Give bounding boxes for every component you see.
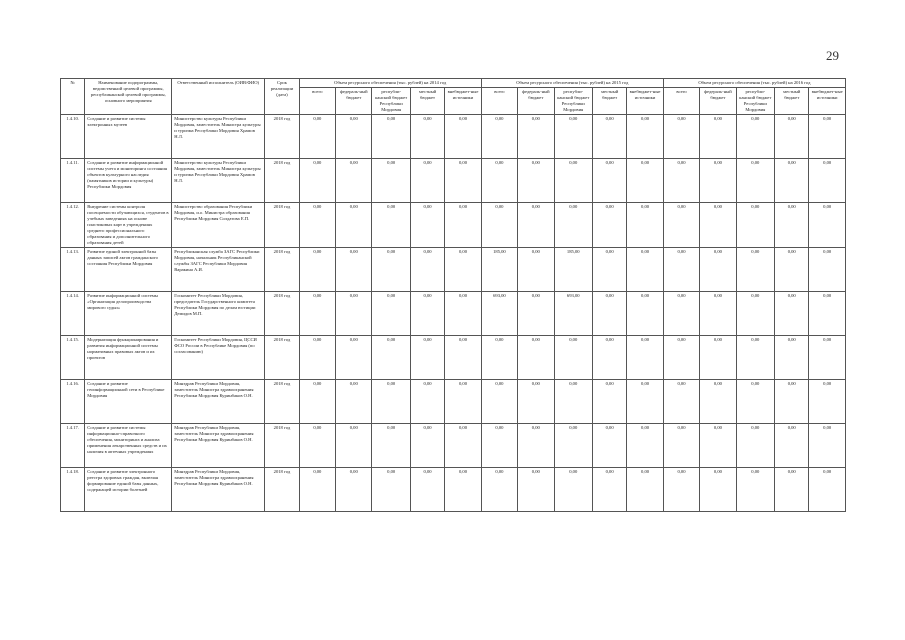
row-value: 0,00 (336, 335, 372, 379)
header-term: Срок реализации (дата) (265, 79, 299, 115)
row-value: 0,00 (700, 247, 736, 291)
row-value: 0,00 (299, 379, 335, 423)
row-name: Развитие информационной системы «Организация делопроизводства мирового судьи» (85, 291, 172, 335)
row-value: 0,00 (627, 247, 663, 291)
row-responsible: Министерство культуры Республики Мордовия, заместитель Министра культуры и туризма Республики Мордовия Храмов Н.Л. (172, 158, 265, 202)
row-value: 0,00 (481, 379, 517, 423)
row-value: 0,00 (518, 158, 554, 202)
row-value: 0,00 (700, 202, 736, 247)
row-value: 0,00 (518, 202, 554, 247)
row-value: 0,00 (336, 423, 372, 467)
row-value: 0,00 (336, 291, 372, 335)
row-value: 0,00 (627, 423, 663, 467)
table-row (61, 379, 846, 423)
row-value: 0,00 (663, 158, 699, 202)
row-number: 1.4.16. (61, 379, 85, 423)
row-value: 0,00 (700, 335, 736, 379)
row-number: 1.4.14. (61, 291, 85, 335)
row-value: 0,00 (554, 114, 592, 158)
row-value: 0,00 (299, 114, 335, 158)
row-value: 0,00 (481, 467, 517, 511)
row-value: 0,00 (372, 291, 410, 335)
row-name: Создание и развитие геоинформационной сети в Республике Мордовия (85, 379, 172, 423)
header-sub-republic: республи-канский бюджет Республики Мордовия (372, 87, 410, 114)
row-value: 185,00 (554, 247, 592, 291)
row-value: 0,00 (627, 114, 663, 158)
row-value: 0,00 (592, 158, 626, 202)
row-value: 0,00 (809, 467, 846, 511)
row-value: 0,00 (518, 467, 554, 511)
header-sub-total: всего (481, 87, 517, 114)
row-value: 0,00 (809, 423, 846, 467)
row-value: 0,00 (372, 114, 410, 158)
row-responsible: Министерство образования Республики Мордовия, и.о. Министра образования Республики Мордовия Солдатова Е.П. (172, 202, 265, 247)
row-value: 693,00 (554, 291, 592, 335)
table-row (61, 247, 846, 291)
row-value: 0,00 (700, 467, 736, 511)
row-value: 0,00 (663, 423, 699, 467)
header-sub-total: всего (299, 87, 335, 114)
row-value: 0,00 (809, 291, 846, 335)
row-value: 0,00 (372, 158, 410, 202)
row-value: 0,00 (663, 114, 699, 158)
row-responsible: Госкомитет Республики Мордовия, председатель Государственного комитета Республики Мордовия по делам юстиции Демидов М.П. (172, 291, 265, 335)
row-value: 0,00 (518, 379, 554, 423)
row-value: 0,00 (410, 202, 444, 247)
row-name: Внедрение системы контроля посещаемости обучающихся, студентов в учебных заведениях на основе пластиковых карт в учреждениях среднего профессионального образования и дополнительного образования детей (85, 202, 172, 247)
row-responsible: Республиканская служба ЗАГС Республики Мордовия, начальник Республиканской службы ЗАГС Республики Мордовия Варакина А.И. (172, 247, 265, 291)
row-value: 0,00 (736, 114, 774, 158)
row-value: 0,00 (736, 202, 774, 247)
row-value: 0,00 (775, 467, 809, 511)
row-value: 0,00 (592, 423, 626, 467)
row-value: 0,00 (410, 291, 444, 335)
row-term: 2018 год (265, 291, 299, 335)
row-value: 0,00 (445, 423, 481, 467)
row-number: 1.4.18. (61, 467, 85, 511)
row-term: 2018 год (265, 202, 299, 247)
row-term: 2018 год (265, 247, 299, 291)
row-name: Развитие единой электронной базы данных записей актов гражданского состояния Республики Мордовия (85, 247, 172, 291)
row-value: 0,00 (372, 423, 410, 467)
row-value: 0,00 (554, 335, 592, 379)
row-value: 0,00 (736, 158, 774, 202)
row-value: 0,00 (481, 158, 517, 202)
header-sub-federal: федераль-ный бюджет (518, 87, 554, 114)
row-number: 1.4.10. (61, 114, 85, 158)
row-value: 0,00 (445, 202, 481, 247)
row-value: 0,00 (410, 114, 444, 158)
row-value: 0,00 (736, 335, 774, 379)
row-term: 2018 год (265, 335, 299, 379)
row-value: 0,00 (736, 467, 774, 511)
row-responsible: Минздрав Республики Мордовия, заместитель Министра здравоохранения Республики Мордовия Куринбаков О.Н. (172, 467, 265, 511)
row-value: 0,00 (336, 114, 372, 158)
row-value: 0,00 (663, 291, 699, 335)
header-group-2014: Объем ресурсного обеспечения (тыс. рублей) на 2014 год (299, 79, 481, 88)
row-value: 0,00 (336, 158, 372, 202)
row-value: 0,00 (809, 335, 846, 379)
row-value: 0,00 (336, 379, 372, 423)
row-value: 0,00 (445, 247, 481, 291)
table-body (61, 114, 846, 511)
row-number: 1.4.11. (61, 158, 85, 202)
row-value: 0,00 (410, 379, 444, 423)
row-responsible: Минздрав Республики Мордовия, заместитель Министра здравоохранения Республики Мордовия Куринбаков О.Н. (172, 423, 265, 467)
row-value: 0,00 (372, 379, 410, 423)
row-value: 0,00 (372, 467, 410, 511)
row-value: 0,00 (736, 247, 774, 291)
row-value: 0,00 (592, 291, 626, 335)
row-term: 2018 год (265, 423, 299, 467)
row-value: 0,00 (592, 247, 626, 291)
row-value: 0,00 (336, 247, 372, 291)
row-value: 0,00 (299, 247, 335, 291)
row-value: 0,00 (299, 467, 335, 511)
row-value: 0,00 (481, 335, 517, 379)
row-term: 2018 год (265, 379, 299, 423)
table-row (61, 202, 846, 247)
row-responsible: Госкомитет Республики Мордовия, ЦССИ ФСО России в Республике Мордовия (по согласованию) (172, 335, 265, 379)
header-name: Наименование подпрограммы, ведомственной целевой программы, республиканской целевой программы, основного мероприятия (85, 79, 172, 115)
row-value: 0,00 (775, 158, 809, 202)
row-value: 0,00 (554, 423, 592, 467)
row-name: Создание и развитие системы информационно-справочного обеспечения, мониторинга и анализа применения лекарственных средств и их наличия в аптечных учреждениях (85, 423, 172, 467)
row-value: 0,00 (518, 114, 554, 158)
row-value: 0,00 (481, 114, 517, 158)
row-value: 0,00 (445, 379, 481, 423)
row-value: 0,00 (809, 379, 846, 423)
row-name: Модернизация функционирования и развития информационной системы нормативных правовых актов и их проектов (85, 335, 172, 379)
row-value: 0,00 (372, 335, 410, 379)
table-row (61, 158, 846, 202)
row-value: 0,00 (663, 247, 699, 291)
row-value: 0,00 (663, 202, 699, 247)
header-sub-federal: федераль-ный бюджет (700, 87, 736, 114)
row-value: 0,00 (410, 158, 444, 202)
row-value: 0,00 (445, 158, 481, 202)
header-group-2016: Объем ресурсного обеспечения (тыс. рублей) на 2016 год (663, 79, 845, 88)
row-value: 0,00 (736, 291, 774, 335)
row-value: 0,00 (372, 247, 410, 291)
row-term: 2018 год (265, 467, 299, 511)
row-value: 0,00 (592, 379, 626, 423)
row-value: 185,00 (481, 247, 517, 291)
header-no: № (61, 79, 85, 115)
row-value: 0,00 (775, 335, 809, 379)
table-row (61, 335, 846, 379)
row-value: 0,00 (445, 467, 481, 511)
row-value: 0,00 (775, 379, 809, 423)
row-value: 0,00 (700, 158, 736, 202)
row-value: 0,00 (481, 423, 517, 467)
row-value: 0,00 (445, 291, 481, 335)
row-name: Создание и развитие информационной системы учета и мониторинга состояния объектов культурного наследия (памятников истории и культуры) Республики Мордовия (85, 158, 172, 202)
row-value: 0,00 (372, 202, 410, 247)
row-value: 0,00 (775, 247, 809, 291)
row-value: 0,00 (775, 202, 809, 247)
row-value: 0,00 (663, 379, 699, 423)
row-value: 0,00 (299, 335, 335, 379)
row-value: 0,00 (554, 379, 592, 423)
row-value: 0,00 (663, 467, 699, 511)
row-name: Создание и развитие системы электронных музеев (85, 114, 172, 158)
row-number: 1.4.17. (61, 423, 85, 467)
row-value: 0,00 (299, 158, 335, 202)
row-value: 0,00 (445, 335, 481, 379)
header-sub-extra: внебюджет-ные источники (627, 87, 663, 114)
header-sub-local: местный бюджет (410, 87, 444, 114)
table-row (61, 291, 846, 335)
row-responsible: Минздрав Республики Мордовия, заместитель Министра здравоохранения Республики Мордовия Куринбаков О.Н. (172, 379, 265, 423)
row-responsible: Министерство культуры Республики Мордовия, заместитель Министра культуры и туризма Республики Мордовия Храмов Н.Л. (172, 114, 265, 158)
header-sub-extra: внебюджет-ные источники (445, 87, 481, 114)
row-value: 0,00 (627, 379, 663, 423)
header-row-groups (61, 79, 846, 88)
row-value: 0,00 (627, 158, 663, 202)
row-value: 0,00 (809, 114, 846, 158)
row-name: Создание и развитие электронного реестра здоровых граждан, включая формирование единой базы данных, содержащей истории болезней (85, 467, 172, 511)
row-value: 0,00 (700, 114, 736, 158)
header-sub-local: местный бюджет (775, 87, 809, 114)
row-value: 0,00 (410, 247, 444, 291)
row-value: 0,00 (592, 467, 626, 511)
resource-table (60, 78, 846, 512)
row-number: 1.4.12. (61, 202, 85, 247)
header-sub-republic: республи-канский бюджет Республики Мордовия (554, 87, 592, 114)
row-value: 0,00 (445, 114, 481, 158)
row-value: 0,00 (627, 335, 663, 379)
row-value: 0,00 (554, 467, 592, 511)
row-value: 0,00 (775, 423, 809, 467)
header-sub-total: всего (663, 87, 699, 114)
row-value: 0,00 (554, 158, 592, 202)
row-term: 2018 год (265, 158, 299, 202)
row-value: 0,00 (700, 423, 736, 467)
row-number: 1.4.15. (61, 335, 85, 379)
row-value: 0,00 (592, 114, 626, 158)
row-value: 0,00 (518, 335, 554, 379)
header-sub-local: местный бюджет (592, 87, 626, 114)
row-value: 0,00 (775, 114, 809, 158)
header-sub-extra: внебюджет-ные источники (809, 87, 846, 114)
page-number: 29 (826, 48, 839, 63)
row-value: 0,00 (518, 291, 554, 335)
row-value: 0,00 (663, 335, 699, 379)
row-value: 0,00 (627, 291, 663, 335)
header-sub-federal: федераль-ный бюджет (336, 87, 372, 114)
table-row (61, 114, 846, 158)
row-value: 0,00 (809, 202, 846, 247)
row-value: 0,00 (627, 467, 663, 511)
row-value: 0,00 (736, 379, 774, 423)
header-group-2015: Объем ресурсного обеспечения (тыс. рублей) на 2015 год (481, 79, 663, 88)
table-row (61, 467, 846, 511)
row-term: 2018 год (265, 114, 299, 158)
row-value: 0,00 (481, 202, 517, 247)
row-value: 0,00 (299, 202, 335, 247)
row-value: 0,00 (809, 158, 846, 202)
row-value: 0,00 (809, 247, 846, 291)
row-number: 1.4.13. (61, 247, 85, 291)
header-responsible: Ответственный исполнитель (ОИВ/ФИО) (172, 79, 265, 115)
row-value: 0,00 (410, 335, 444, 379)
table-row (61, 423, 846, 467)
row-value: 0,00 (410, 467, 444, 511)
row-value: 0,00 (336, 467, 372, 511)
row-value: 0,00 (627, 202, 663, 247)
row-value: 693,00 (481, 291, 517, 335)
row-value: 0,00 (592, 202, 626, 247)
row-value: 0,00 (299, 423, 335, 467)
row-value: 0,00 (700, 379, 736, 423)
row-value: 0,00 (518, 423, 554, 467)
row-value: 0,00 (736, 423, 774, 467)
row-value: 0,00 (775, 291, 809, 335)
row-value: 0,00 (336, 202, 372, 247)
row-value: 0,00 (518, 247, 554, 291)
row-value: 0,00 (299, 291, 335, 335)
row-value: 0,00 (554, 202, 592, 247)
row-value: 0,00 (592, 335, 626, 379)
row-value: 0,00 (410, 423, 444, 467)
row-value: 0,00 (700, 291, 736, 335)
header-sub-republic: республи-канский бюджет Республики Мордовия (736, 87, 774, 114)
